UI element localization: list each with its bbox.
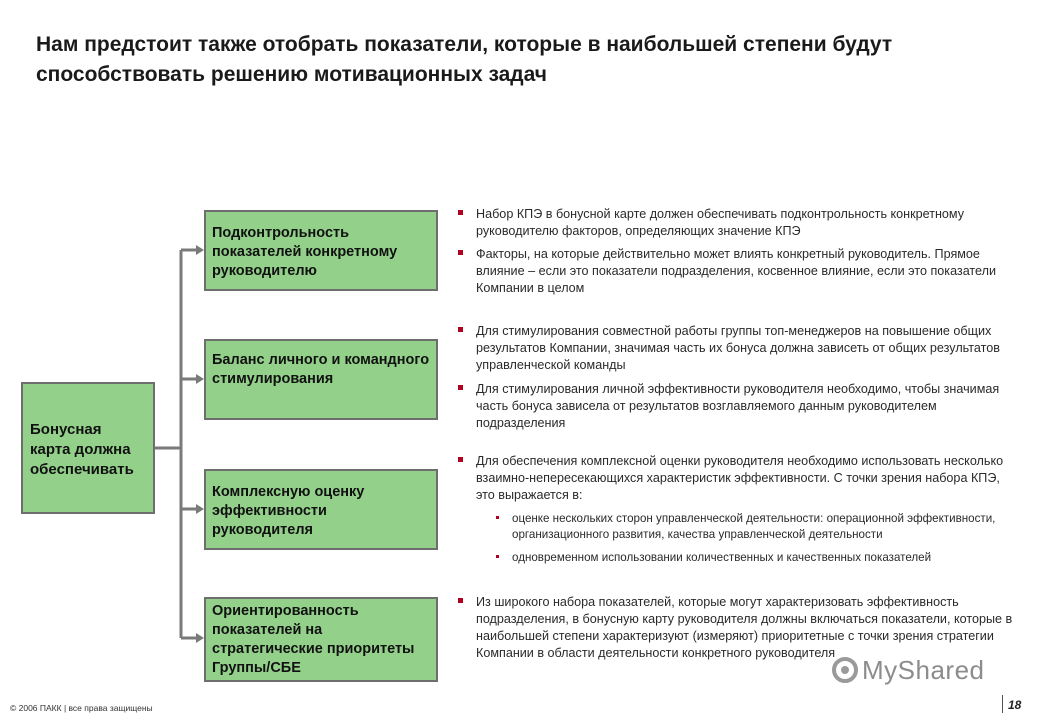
left-box-bonus-card: Бонусная карта должна обеспечивать xyxy=(21,382,155,514)
box-strategic-priorities: Ориентированность показателей на стратегические приоритеты Группы/СБЕ xyxy=(204,597,438,682)
sub-bullet-item: одновременном использовании количественных и качественных показателей xyxy=(458,550,1018,566)
box-comprehensive-assessment: Комплексную оценку эффективности руководителя xyxy=(204,469,438,550)
bullet-item: Из широкого набора показателей, которые могут характеризовать эффективность подразделения, в бонусную карту руководителя должны включаться показатели, которые в наибольшей степени характеризуют (измеряют) приоритетные с точки зрения стратегии Компании в области деятельности конкретного руководителя xyxy=(458,594,1018,662)
bullet-item: Набор КПЭ в бонусной карте должен обеспечивать подконтрольность конкретному руководителю факторов, определяющих значение КПЭ xyxy=(458,206,1018,240)
bullet-item: Для обеспечения комплексной оценки руководителя необходимо использовать несколько взаимно-непересекающихся характеристик эффективности. С точки зрения набора КПЭ, это выражается в: xyxy=(458,453,1018,504)
bullet-item: Факторы, на которые действительно может влиять конкретный руководитель. Прямое влияние – если это показатели подразделения, косвенное влияние, если это показатели Компании в целом xyxy=(458,246,1018,297)
footer-copyright: © 2006 ПАКК | все права защищены xyxy=(10,703,153,713)
bullet-group-4 xyxy=(458,594,1018,662)
bullet-group-1 xyxy=(458,206,1018,297)
bullet-item: Для стимулирования совместной работы группы топ-менеджеров на повышение общих результатов Компании, значимая часть их бонуса должна зависеть от общих результатов управленческой команды xyxy=(458,323,1018,374)
bullet-group-3 xyxy=(458,453,1018,566)
sub-bullet-item: оценке нескольких сторон управленческой деятельности: операционной эффективности, организационного развития, качества управленческой деятельности xyxy=(458,511,1018,542)
watermark: MyShared xyxy=(832,655,985,686)
page-number: 18 xyxy=(1008,698,1022,712)
bullet-group-2 xyxy=(458,323,1018,432)
page-divider xyxy=(1002,695,1003,713)
box-controllability: Подконтрольность показателей конкретному руководителю xyxy=(204,210,438,291)
bullet-item: Для стимулирования личной эффективности руководителя необходимо, чтобы значимая часть бонуса зависела от результатов возглавляемого данным руководителем подразделения xyxy=(458,381,1018,432)
page-title: Нам предстоит также отобрать показатели, которые в наибольшей степени будут способствовать решению мотивационных задач xyxy=(36,33,893,86)
myshared-logo-icon xyxy=(832,657,858,683)
box-personal-team-balance: Баланс личного и командного стимулирования xyxy=(204,339,438,420)
